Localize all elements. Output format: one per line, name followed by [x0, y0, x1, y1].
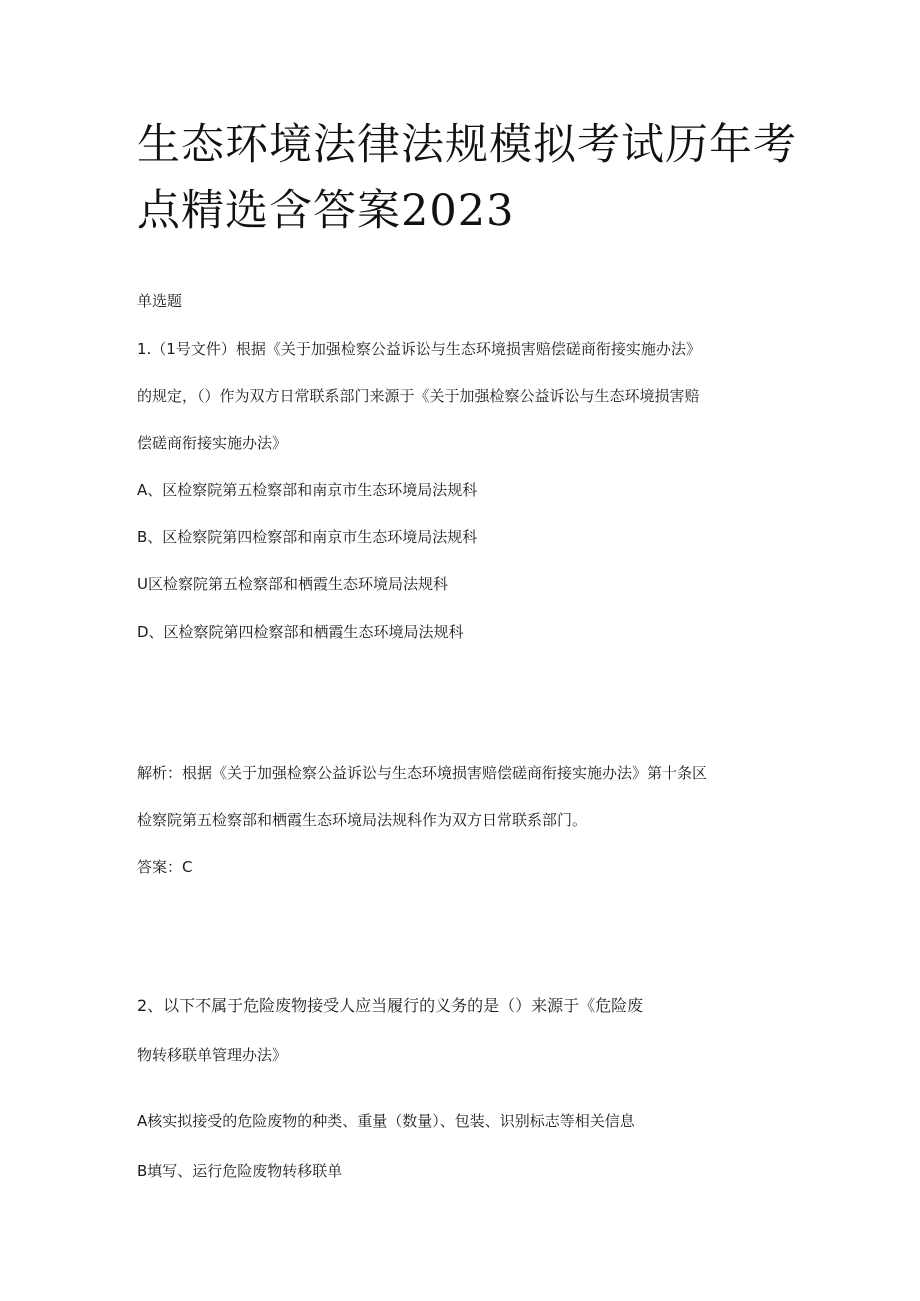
question-1-answer: 答案：C: [137, 858, 193, 876]
title-line-2: 点精选含答案2023: [137, 186, 515, 236]
question-1-option-d: D、区检察院第四检察部和栖霞生态环境局法规科: [137, 623, 464, 641]
question-2-option-b: B填写、运行危险废物转移联单: [137, 1162, 343, 1180]
question-1-analysis-line-1: 解析：根据《关于加强检察公益诉讼与生态环境损害赔偿磋商衔接实施办法》第十条区: [137, 764, 708, 782]
question-1-option-b: B、区检察院第四检察部和南京市生态环境局法规科: [137, 528, 478, 546]
question-1-line-1: 1.（1号文件）根据《关于加强检察公益诉讼与生态环境损害赔偿磋商衔接实施办法》: [137, 340, 701, 358]
title-line-1: 生态环境法律法规模拟考试历年考: [137, 120, 797, 170]
question-2-line-2: 物转移联单管理办法》: [137, 1046, 288, 1064]
question-1-option-a: A、区检察院第五检察部和南京市生态环境局法规科: [137, 481, 478, 499]
question-1-line-2: 的规定，（）作为双方日常联系部门来源于《关于加强检察公益诉讼与生态环境损害赔: [137, 387, 700, 405]
question-2-option-a: A核实拟接受的危险废物的种类、重量（数量）、包装、识别标志等相关信息: [137, 1112, 635, 1130]
question-1-analysis-line-2: 检察院第五检察部和栖霞生态环境局法规科作为双方日常联系部门。: [137, 811, 588, 829]
question-2-line-1: 2、以下不属于危险废物接受人应当履行的义务的是（）来源于《危险废: [137, 996, 644, 1015]
question-1-option-c: U区检察院第五检察部和栖霞生态环境局法规科: [137, 575, 448, 593]
document-title: [137, 112, 817, 244]
question-1-line-3: 偿磋商衔接实施办法》: [137, 434, 288, 452]
section-label: 单选题: [137, 292, 183, 310]
